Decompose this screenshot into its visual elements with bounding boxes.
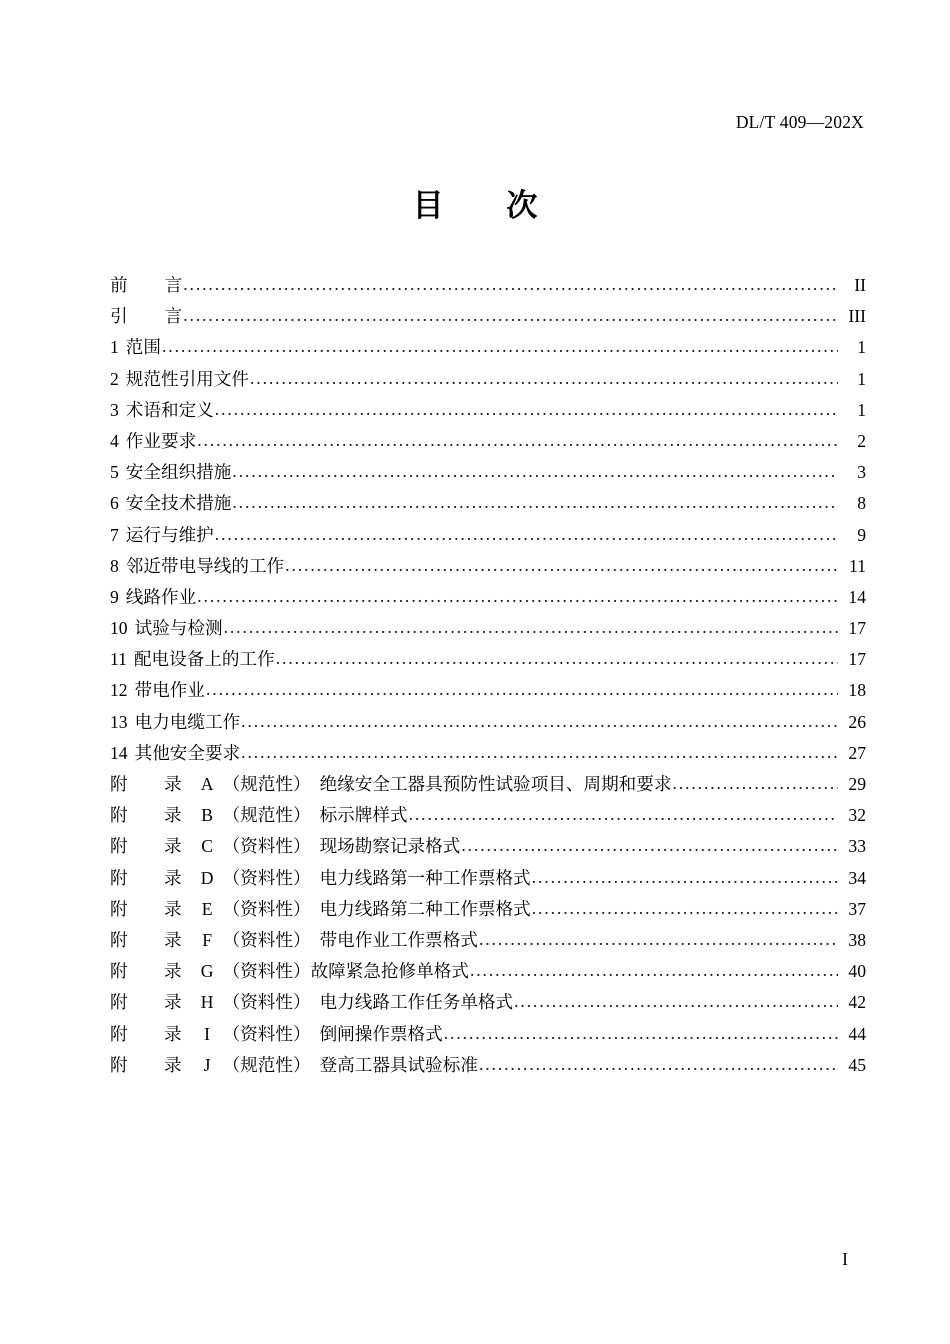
toc-entry-page: 14: [848, 586, 866, 607]
toc-entry-clause-14[interactable]: [110, 740, 866, 771]
leader-dots: [479, 1056, 838, 1074]
toc-entry-label: [110, 334, 161, 359]
toc-entry-title: 范围: [125, 337, 161, 358]
toc-entry-title: 规范性引用文件: [125, 368, 249, 389]
toc-entry-label: [110, 709, 240, 734]
toc-entry-clause-5[interactable]: [110, 459, 866, 490]
toc-entry-title: 现场勘察记录格式: [319, 836, 461, 857]
toc-entry-clause-8[interactable]: [110, 553, 866, 584]
annex-word: 附 录: [110, 867, 198, 888]
leader-dots: [461, 837, 838, 855]
leader-dots: [532, 900, 838, 918]
annex-letter: I: [204, 1023, 211, 1044]
toc-entry-clause-9[interactable]: [110, 584, 866, 615]
toc-entry-title: 电力线路第二种工作票格式: [319, 898, 531, 919]
toc-entry-number: 10: [110, 618, 128, 639]
toc-entry-clause-6[interactable]: [110, 490, 866, 521]
toc-entry-title: 配电设备上的工作: [133, 649, 275, 670]
toc-entry-annex-g[interactable]: [110, 958, 866, 989]
leader-dots: [514, 993, 838, 1011]
standard-number-header: DL/T 409—202X: [735, 112, 864, 132]
annex-letter: D: [200, 867, 214, 888]
toc-entry-number: 3: [110, 399, 119, 420]
leader-dots: [250, 370, 838, 388]
annex-letter: H: [200, 992, 214, 1013]
leader-dots: [183, 276, 838, 294]
toc-entry-label: [110, 927, 478, 952]
toc-entry-title: 邻近带电导线的工作: [125, 555, 285, 576]
toc-entry-label: [110, 272, 182, 297]
toc-entry-page: 8: [857, 493, 866, 514]
toc-entry-page: 38: [848, 929, 866, 950]
annex-word: 附 录: [110, 836, 198, 857]
toc-entry-page: II: [854, 275, 866, 295]
toc-entry-clause-12[interactable]: [110, 677, 866, 708]
toc-entry-label: [110, 989, 513, 1014]
toc-entry-annex-e[interactable]: [110, 896, 866, 927]
toc-entry-title: 术语和定义: [125, 399, 214, 420]
toc-entry-text-part1: 前: [110, 275, 128, 295]
toc-entry-preface[interactable]: [110, 272, 866, 303]
toc-entry-title: 故障紧急抢修单格式: [310, 961, 469, 982]
annex-word: 附 录: [110, 992, 198, 1013]
toc-entry-number: 14: [110, 742, 128, 763]
annex-nature: （资料性）: [222, 867, 311, 888]
annex-word: 附 录: [110, 898, 198, 919]
toc-entry-annex-i[interactable]: [110, 1021, 866, 1052]
toc-entry-page: 1: [857, 368, 866, 389]
toc-entry-page: 45: [848, 1054, 866, 1075]
annex-nature: （资料性）: [222, 961, 311, 982]
toc-entry-label: [110, 802, 408, 827]
toc-entry-label: [110, 584, 196, 609]
toc-entry-page: 33: [848, 836, 866, 857]
toc-entry-title: 绝缘安全工器具预防性试验项目、周期和要求: [319, 774, 672, 794]
toc-entry-title: 电力线路第一种工作票格式: [319, 867, 531, 888]
annex-nature: （资料性）: [222, 836, 311, 857]
toc-entry-label: [110, 958, 469, 983]
toc-entry-title: 电力线路工作任务单格式: [319, 992, 514, 1013]
toc-entry-introduction[interactable]: [110, 303, 866, 334]
toc-entry-title: 运行与维护: [125, 524, 214, 545]
toc-entry-label: [110, 1052, 478, 1077]
leader-dots: [232, 494, 838, 512]
toc-entry-text-part1: 引: [110, 306, 128, 327]
toc-entry-text-part2: 言: [164, 275, 183, 295]
leader-dots: [197, 588, 838, 606]
annex-nature: （规范性）: [222, 805, 311, 826]
toc-entry-number: 9: [110, 586, 119, 607]
toc-entry-title: 试验与检测: [134, 618, 223, 639]
toc-entry-page: 26: [848, 711, 866, 732]
leader-dots: [215, 401, 838, 419]
annex-word: 附 录: [110, 961, 198, 982]
toc-entry-page: 1: [857, 399, 866, 420]
annex-letter: B: [201, 805, 213, 826]
toc-entry-number: 12: [110, 680, 128, 701]
toc-entry-title: 带电作业: [134, 680, 205, 701]
toc-entry-annex-f[interactable]: [110, 927, 866, 958]
leader-dots: [479, 931, 838, 949]
toc-entry-label: [110, 397, 214, 422]
toc-entry-page: 9: [857, 524, 866, 545]
toc-entry-title: 电力电缆工作: [134, 711, 241, 732]
toc-entry-title: 作业要求: [125, 430, 197, 451]
annex-word: 附 录: [110, 805, 198, 826]
toc-entry-page: 18: [848, 680, 866, 701]
toc-entry-annex-c[interactable]: [110, 833, 866, 864]
toc-entry-number: 2: [110, 368, 119, 389]
toc-entry-label: [110, 865, 531, 890]
toc-entry-page: 40: [848, 961, 866, 982]
toc-entry-number: 8: [110, 555, 119, 576]
toc-entry-page: 37: [848, 898, 866, 919]
leader-dots: [409, 806, 838, 824]
toc-entry-page: 17: [848, 649, 866, 670]
toc-entry-number: 7: [110, 524, 119, 545]
toc-entry-title: 标示牌样式: [319, 805, 408, 826]
toc-entry-title: 安全技术措施: [125, 493, 232, 514]
toc-entry-page: 1: [857, 337, 866, 358]
toc-entry-label: [110, 740, 240, 765]
toc-entry-title: 线路作业: [125, 586, 197, 607]
toc-entry-number: 6: [110, 493, 119, 514]
annex-nature: （规范性）: [222, 774, 311, 794]
toc-entry-page: 27: [848, 742, 866, 763]
leader-dots: [183, 307, 838, 325]
leader-dots: [215, 526, 838, 544]
leader-dots: [444, 1025, 838, 1043]
page-title: 目 次: [412, 188, 564, 224]
toc-entry-label: [110, 896, 531, 921]
toc-entry-page: 42: [848, 992, 866, 1013]
toc-entry-title: 带电作业工作票格式: [319, 929, 478, 950]
toc-entry-page: III: [848, 306, 866, 327]
annex-letter: G: [200, 961, 214, 982]
toc-entry-clause-1[interactable]: [110, 334, 866, 365]
annex-letter: C: [201, 836, 213, 857]
page-folio: I: [842, 1249, 848, 1269]
toc-entry-annex-d[interactable]: [110, 865, 866, 896]
toc-entry-clause-4[interactable]: [110, 428, 866, 459]
toc-entry-page: 2: [857, 430, 866, 451]
toc-entry-label: [110, 771, 671, 796]
leader-dots: [206, 681, 838, 699]
table-of-contents: [110, 272, 866, 1083]
toc-entry-label: [110, 677, 205, 702]
toc-entry-title: 倒闸操作票格式: [319, 1023, 443, 1044]
toc-entry-number: 13: [110, 711, 128, 732]
leader-dots: [241, 713, 838, 731]
leader-dots: [162, 338, 838, 356]
leader-dots: [470, 962, 838, 980]
toc-entry-number: 4: [110, 430, 119, 451]
annex-letter: J: [203, 1054, 211, 1075]
toc-entry-annex-h[interactable]: [110, 989, 866, 1020]
toc-entry-clause-11[interactable]: [110, 646, 866, 677]
toc-entry-label: [110, 522, 214, 547]
toc-entry-label: [110, 615, 223, 640]
annex-letter: E: [201, 898, 213, 919]
toc-entry-label: [110, 833, 460, 858]
toc-entry-annex-b[interactable]: [110, 802, 866, 833]
toc-entry-page: 44: [848, 1023, 866, 1044]
annex-word: 附 录: [110, 1054, 198, 1075]
annex-letter: F: [202, 929, 212, 950]
toc-entry-page: 34: [848, 867, 866, 888]
toc-entry-label: [110, 428, 196, 453]
leader-dots: [672, 775, 838, 793]
toc-entry-title: 其他安全要求: [134, 742, 241, 763]
leader-dots: [197, 432, 838, 450]
toc-entry-label: [110, 366, 249, 391]
toc-entry-label: [110, 459, 231, 484]
toc-entry-title: 安全组织措施: [125, 462, 232, 483]
toc-entry-annex-a[interactable]: [110, 771, 866, 802]
toc-entry-page: 11: [849, 555, 866, 576]
toc-entry-text-part2: 言: [164, 306, 183, 327]
annex-letter: A: [200, 774, 214, 794]
toc-entry-label: [110, 553, 284, 578]
toc-entry-page: 17: [848, 618, 866, 639]
toc-entry-number: 1: [110, 337, 119, 358]
toc-entry-clause-10[interactable]: [110, 615, 866, 646]
leader-dots: [532, 869, 838, 887]
toc-entry-page: 3: [857, 462, 866, 483]
leader-dots: [241, 744, 838, 762]
annex-word: 附 录: [110, 774, 198, 794]
leader-dots: [224, 619, 838, 637]
toc-entry-title: 登高工器具试验标准: [319, 1054, 478, 1075]
toc-entry-annex-j[interactable]: [110, 1052, 866, 1083]
toc-entry-label: [110, 490, 231, 515]
annex-nature: （规范性）: [222, 1054, 311, 1075]
toc-entry-label: [110, 646, 275, 671]
toc-entry-page: 32: [848, 805, 866, 826]
toc-entry-clause-3[interactable]: [110, 397, 866, 428]
leader-dots: [232, 463, 838, 481]
leader-dots: [276, 650, 838, 668]
toc-entry-number: 11: [110, 649, 127, 670]
annex-nature: （资料性）: [222, 898, 311, 919]
toc-entry-clause-2[interactable]: [110, 366, 866, 397]
toc-entry-number: 5: [110, 462, 119, 483]
annex-word: 附 录: [110, 929, 198, 950]
annex-nature: （资料性）: [222, 1023, 311, 1044]
annex-nature: （资料性）: [222, 929, 311, 950]
annex-word: 附 录: [110, 1023, 198, 1044]
toc-entry-page: 29: [848, 774, 866, 794]
toc-entry-clause-7[interactable]: [110, 522, 866, 553]
toc-entry-label: [110, 1021, 443, 1046]
toc-entry-label: [110, 303, 182, 328]
leader-dots: [285, 557, 838, 575]
toc-entry-clause-13[interactable]: [110, 709, 866, 740]
annex-nature: （资料性）: [222, 992, 311, 1013]
